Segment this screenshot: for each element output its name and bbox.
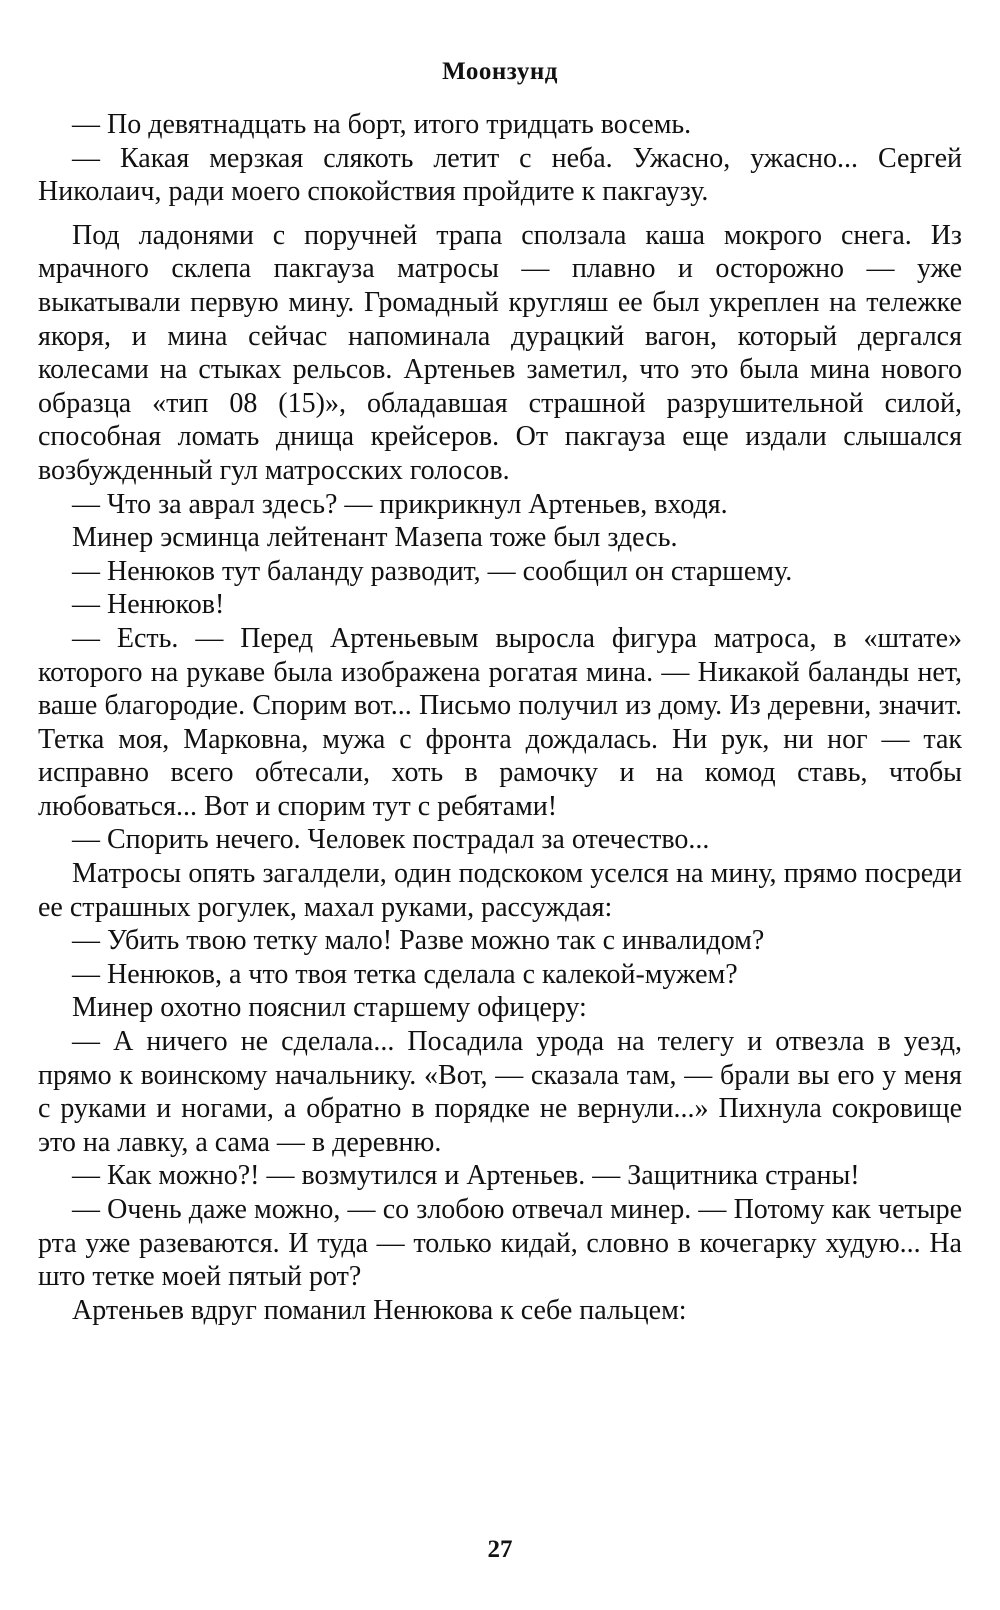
paragraph: Матросы опять загалдели, один подскоком уселся на мину, прямо посреди ее страшных рогулек, махал руками, рассуждая: [38,858,962,923]
paragraph: — Есть. — Перед Артеньевым выросла фигура матроса, в «штате» которого на рукаве была изображена рогатая мина. — Никакой баланды нет, ваше благородие. Спорим вот... Письмо получил из дому. Из деревни, значит. Тетка моя, Марковна, мужа с фронта дождалась. Ни рук, ни ног — так исправно всего обтесали, хоть в рамочку и на комод ставь, чтобы любоваться... Вот и спорим тут с ребятами! [38,622,962,822]
paragraph: — Ненюков, а что твоя тетка сделала с калекой-мужем? [72,958,738,990]
paragraph: — Какая мерзкая слякоть летит с неба. Ужасно, ужасно... Сергей Николаич, ради моего спокойствия пройдите к пакгаузу. [38,142,962,208]
body-text [38,108,962,1327]
paragraph: — Ненюков тут баланду разводит, — сообщил он старшему. [72,555,793,587]
paragraph: Под ладонями с поручней трапа сползала каша мокрого снега. Из мрачного склепа пакгауза матросы — плавно и осторожно — уже выкатывали первую мину. Громадный кругляш ее был укреплен на тележке якоря, и мина сейчас напоминала дурацкий вагон, который дергался колесами на стыках рельсов. Артеньев заметил, что это была мина нового образца «тип 08 (15)», обладавшая страшной разрушительной силой, способная ломать днища крейсеров. От пакгауза еще издали слышался возбужденный гул матросских голосов. [38,219,962,486]
page-number: 27 [487,1536,513,1563]
book-page [38,0,962,1610]
paragraph: — Как можно?! — возмутился и Артеньев. — Защитника страны! [72,1160,860,1192]
paragraph: Артеньев вдруг поманил Ненюкова к себе пальцем: [72,1294,687,1326]
paragraph: — А ничего не сделала... Посадила урода на телегу и отвезла в уезд, прямо к воинскому начальнику. «Вот, — сказала там, — брали вы его у меня с руками и ногами, а обратно в порядке не вернули...» Пихнула сокровище это на лавку, а сама — в деревню. [38,1026,962,1158]
running-header: Моонзунд [442,58,558,85]
paragraph: Минер эсминца лейтенант Мазепа тоже был здесь. [72,522,678,554]
paragraph: — По девятнадцать на борт, итого тридцать восемь. [72,109,692,140]
paragraph: Минер охотно пояснил старшему офицеру: [72,992,587,1024]
paragraph: — Очень даже можно, — со злобою отвечал минер. — Потому как четыре рта уже разеваются. И туда — только кидай, словно в кочегарку худую... На што тетке моей пятый рот? [38,1194,962,1293]
paragraph: — Спорить нечего. Человек пострадал за отечество... [72,824,710,856]
paragraph: — Ненюков! [72,589,225,621]
paragraph: — Убить твою тетку мало! Разве можно так с инвалидом? [72,925,765,957]
paragraph: — Что за аврал здесь? — прикрикнул Артеньев, входя. [72,488,728,520]
